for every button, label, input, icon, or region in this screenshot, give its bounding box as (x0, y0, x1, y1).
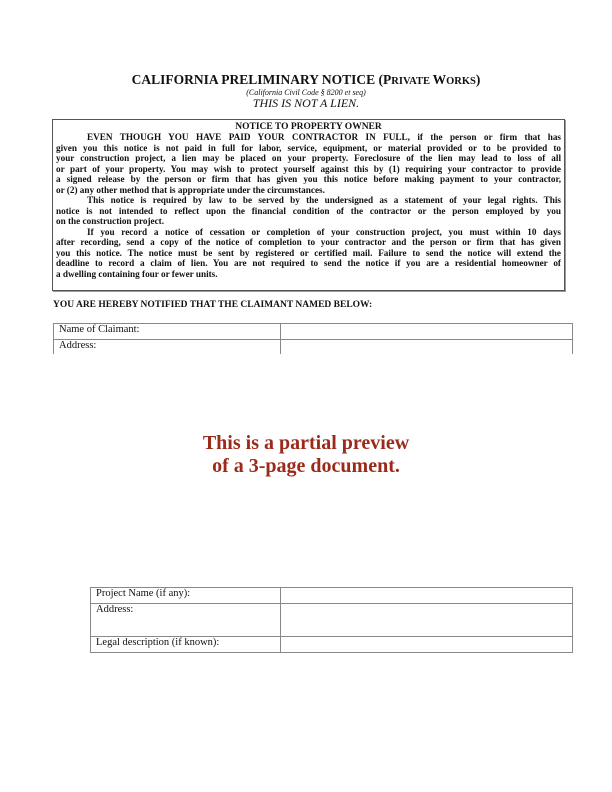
notice-text-line: EVEN THOUGH YOU HAVE PAID YOUR CONTRACTOR IN FULL, if the person or firm that has (87, 132, 561, 142)
notice-text-line: on the construction project. (56, 216, 165, 226)
project-table (90, 587, 573, 653)
preview-line-1: This is a partial preview (202, 432, 410, 454)
legal-description-label: Legal description (if known): (91, 637, 281, 653)
notice-heading: NOTICE TO PROPERTY OWNER (235, 122, 382, 132)
claimant-table (53, 323, 573, 356)
project-address-field[interactable] (281, 604, 573, 637)
not-a-lien-statement: THIS IS NOT A LIEN. (252, 96, 360, 110)
claimant-name-label: Name of Claimant: (54, 324, 281, 340)
notice-text-line: or part of your property. You may wish to protect yourself against this by (1) requiring your contractor to provide (56, 163, 561, 174)
preview-cutoff (50, 354, 580, 364)
notice-text-line: This notice is required by law to be served by the undersigned as a statement of your legal rights. This (87, 195, 561, 205)
notice-to-property-owner-box (52, 119, 565, 291)
notice-text-line: your construction project, a lien may be placed on your property. Foreclosure of the lien may lead to loss of all (56, 153, 561, 163)
notice-text-line: you this notice. The notice must be sent by registered or certified mail. Failure to send the notice will extend the (56, 247, 561, 258)
notice-text-line: a signed release by the person or firm that has given you this notice before making payment to your contractor, (56, 174, 561, 184)
notice-text-line: notice is not intended to reflect upon the financial condition of the contractor or the person employed by you (56, 205, 561, 216)
document-title: CALIFORNIA PRELIMINARY NOTICE (PRIVATE WORKS) (131, 72, 481, 87)
legal-description-field[interactable] (281, 637, 573, 653)
partial-preview-notice (0, 432, 612, 478)
project-name-field[interactable] (281, 588, 573, 604)
notice-text-line: a dwelling containing four or fewer units. (56, 268, 218, 279)
preview-line-2: of a 3-page document. (212, 455, 400, 477)
claimant-name-field[interactable] (281, 324, 573, 340)
hereby-notified-heading: YOU ARE HEREBY NOTIFIED THAT THE CLAIMANT NAMED BELOW: (53, 300, 373, 310)
notice-text-line: after recording, send a copy of the notice of completion to your contractor and the person or firm that has given (56, 237, 561, 247)
notice-text-line: deadline to record a claim of lien. You are not required to send the notice if you are a residential homeowner of (56, 258, 561, 268)
notice-text-line: or (2) any other method that is appropriate under the circumstances. (56, 184, 325, 195)
notice-text-line: If you record a notice of cessation or completion of your construction project, you must within 10 days (87, 226, 561, 237)
civil-code-reference: (California Civil Code § 8200 et seq) (246, 88, 366, 97)
project-name-label: Project Name (if any): (91, 588, 281, 604)
claimant-address-label: Address: (54, 340, 281, 356)
notice-text-line: given you this notice is not paid in full for labor, service, equipment, or material provided or to be provided to (56, 142, 561, 153)
project-address-label: Address: (91, 604, 281, 637)
